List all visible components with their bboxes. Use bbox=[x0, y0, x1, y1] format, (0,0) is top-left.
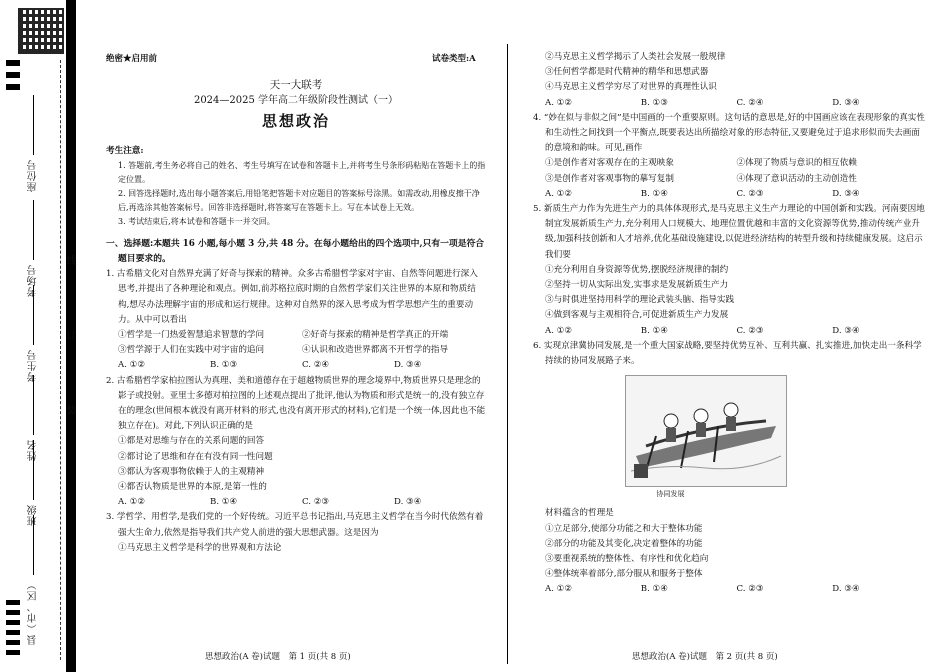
footer-page-2: 思想政治(A 卷)试题 第 2 页(共 8 页) bbox=[632, 652, 778, 662]
examinee-no-field: 考生号 bbox=[26, 285, 41, 382]
question-2: 2. 古希腊哲学家柏拉图认为真理、美和道德存在于超越物质世界的理念境界中,物质世界只是理念的影子或投射。亚里士多德对柏拉图的上述观点提出了批评,他认为物质和形式是统一的,没有独立存在的理念(世间根本就没有离开材料的形式,也没有离开形式的材料),它们是一个统一体,因此也不能独立存在)。对此,下列认识正确的是 ①都是对思维与存在的关系问题的回答 ②都讨论了思维和存在有没有同一性问题 ③都认为客观事物依赖于人的主观精神 ④都否认物质是世界的本原,是第一性的 A. ①② B. ①④ C. ②③ D. ③④ bbox=[106, 375, 486, 508]
seat-field: 座位号 bbox=[26, 95, 41, 192]
order-label: 订 bbox=[64, 330, 75, 340]
class-field: 班级 bbox=[26, 440, 41, 526]
qr-code bbox=[18, 8, 64, 54]
question-4: 4. “妙在似与非似之间”是中国画的一个重要原则。这句话的意思是,好的中国画应该在表现形象的真实性和生动性之间找到一个平衡点,既要表达出所描绘对象的形态特征,又要避免过于追求形似而失去画面的意境和韵味。可见,画作 ①是创作者对客观存在的主观映象 ②体现了物质与意识的相互依赖 ③是创作者对客观事物的摹写复制 ④体现了意识活动的主动创造性 A. ①② B. ①④ C. ②③ D. ③④ bbox=[533, 112, 925, 199]
bind-label: 装 bbox=[64, 405, 75, 415]
question-6: 6. 实现京津冀协同发展,是一个重大国家战略,要坚持优势互补、互利共赢、扎实推进,加快走出一条科学持续的协同发展路子来。 协同发展 材料蕴含的哲理是 ①立足部分,使部分功能之和大于整体功能 ②部分的功能及其变化,决定着整体的功能 ③要重视系统的整体性、有序性和优化趋向 ④整体统率着部分,部分服从和服务于整体 A. ①② B. ①④ C. ②③ D. ③④ bbox=[533, 339, 928, 598]
question-1: 1. 古希腊文化对自然界充满了好奇与探索的精神。众多古希腊哲学家对宇宙、自然等问题进行深入思考,并提出了各种理论和观点。例如,前苏格拉底时期的自然哲学家们关注世界的本原和物质结构,想尽办法理解宇宙的形成和运行规律。这种对自然界的深入思考成为哲学思想产生的重要动力。从中可以看出 ①哲学是一门热爱智慧追求智慧的学问 ②好奇与探索的精神是哲学真正的开端 ③哲学源于人们在实践中对宇宙的追问 ④认识和改造世界都离不开哲学的指导 A. ①② B. ①③ C. ②④ D. ③④ bbox=[106, 269, 478, 371]
left-column bbox=[106, 78, 486, 556]
right-column: ②马克思主义哲学揭示了人类社会发展一般规律 ③任何哲学都是时代精神的精华和思想武器 ④马克思主义哲学穷尽了对世界的真理性认识 A. ①② B. ①③ C. ②④ D. ③④ 4. “妙在似与非似之间”是中国画的一个重要原则。这句话的意思是,好的中国画应该在表现形象的真实性和生动性之间找到一个平衡点,既要表达出所描绘对象的形态特征,又要避免过于追求形似而失去画面的意境和韵味。可见,画作 ①是创作者对客观存在的主观映象 ②体现了物质与意识的相互依赖 ③是创作者对客观事物的摹写复制 ④体现了意识活动的主动创造性 A. ①② B. ①④ C. ②③ D. ③④ 5. 新质生产力作为先进生产力的具体体现形式,是马克思主义生产力理论的中国创新和实践。河南要因地制宜发展新质生产力,充分利用人口规模大、地理位置优越和丰富的文化资源等优势,推动传统产业升级,加强科技创新和人才培养,优化基础设施建设,以促进经济结构的转型升级和持续健康发展。这启示我们要 ①充分利用自身资源等优势,摆脱经济规律的制约 ②坚持一切从实际出发,实事求是发展新质生产力 ③与时俱进坚持用科学的理论武装头脑、指导实践 ④做到客观与主观相符合,可促进新质生产力发展 A. ①② B. ①④ C. ②③ D. ③④ 6. 实现京津冀协同发展,是一个重大国家战略,要坚持优势互补、互利共赢、扎实推进,加快走出一条科学持续的协同发展路子来。 协同发展 材料蕴含的哲理是 ①立足部分,使部分功能之和大于整体功能 ②部分的功能及其变化,决定着整体的功能 ③要重视系统的整体性、有序性和优化趋向 ④整体统率着部分,部分服从和服务于整体 A. ①② B. ①④ C. ②③ D. ③④ bbox=[533, 50, 928, 598]
question-3: 3. 学哲学、用哲学,是我们党的一个好传统。习近平总书记指出,马克思主义哲学在当今时代依然有着强大生命力,依然是指导我们共产党人前进的强大思想武器。这是因为 ①马克思主义哲学是科学的世界观和方法论 bbox=[106, 512, 484, 553]
exam-org: 天一大联考 bbox=[269, 79, 323, 91]
binding-strip bbox=[0, 0, 80, 672]
secret-mark: 绝密★启用前 bbox=[106, 54, 158, 64]
notice-3: 3. 考试结束后,将本试卷和答题卡一并交回。 bbox=[118, 216, 275, 226]
seal-label: 线 bbox=[64, 255, 75, 265]
column-divider bbox=[507, 44, 508, 664]
registration-marks-top bbox=[6, 60, 20, 96]
exam-room-field: 考场号 bbox=[26, 200, 41, 297]
subject-title: 思想政治 bbox=[261, 112, 330, 131]
cartoon-caption: 协同发展 bbox=[656, 490, 685, 499]
county-field: 县（市、区） bbox=[26, 515, 41, 645]
registration-marks-bottom bbox=[6, 600, 20, 660]
notice-title: 考生注意: bbox=[106, 145, 144, 156]
exam-title: 2024—2025 学年高二年级阶段性测试（一） bbox=[193, 95, 399, 107]
notice-2: 2. 回答选择题时,选出每小题答案后,用铅笔把答题卡对应题目的答案标号涂黑。如需改动,用橡皮擦干净后,再选涂其他答案标号。回答非选择题时,将答案写在答题卡上。写在本试卷上无效。 bbox=[118, 188, 480, 212]
paper-type: 试卷类型:A bbox=[432, 54, 476, 64]
rowing-cartoon-image bbox=[625, 375, 787, 487]
question-5: 5. 新质生产力作为先进生产力的具体体现形式,是马克思主义生产力理论的中国创新和实践。河南要因地制宜发展新质生产力,充分利用人口规模大、地理位置优越和丰富的文化资源等优势,推动传统产业升级,加强科技创新和人才培养,优化基础设施建设,以促进经济结构的转型升级和持续健康发展。这启示我们要 ①充分利用自身资源等优势,摆脱经济规律的制约 ②坚持一切从实际出发,实事求是发展新质生产力 ③与时俱进坚持用科学的理论武装头脑、指导实践 ④做到客观与主观相符合,可促进新质生产力发展 A. ①② B. ①④ C. ②③ D. ③④ bbox=[533, 204, 925, 336]
notice-1: 1. 答题前,考生务必将自己的姓名、考生号填写在试卷和答题卡上,并将考生号条形码粘贴在答题卡上的指定位置。 bbox=[118, 160, 486, 184]
section-heading: 一、选择题:本题共 16 小题,每小题 3 分,共 48 分。在每小题给出的四个选项中,只有一项是符合题目要求的。 bbox=[106, 238, 485, 265]
seal-dashed-line bbox=[60, 60, 61, 660]
name-field: 姓名 bbox=[26, 375, 41, 461]
footer-page-1: 思想政治(A 卷)试题 第 1 页(共 8 页) bbox=[205, 652, 351, 662]
